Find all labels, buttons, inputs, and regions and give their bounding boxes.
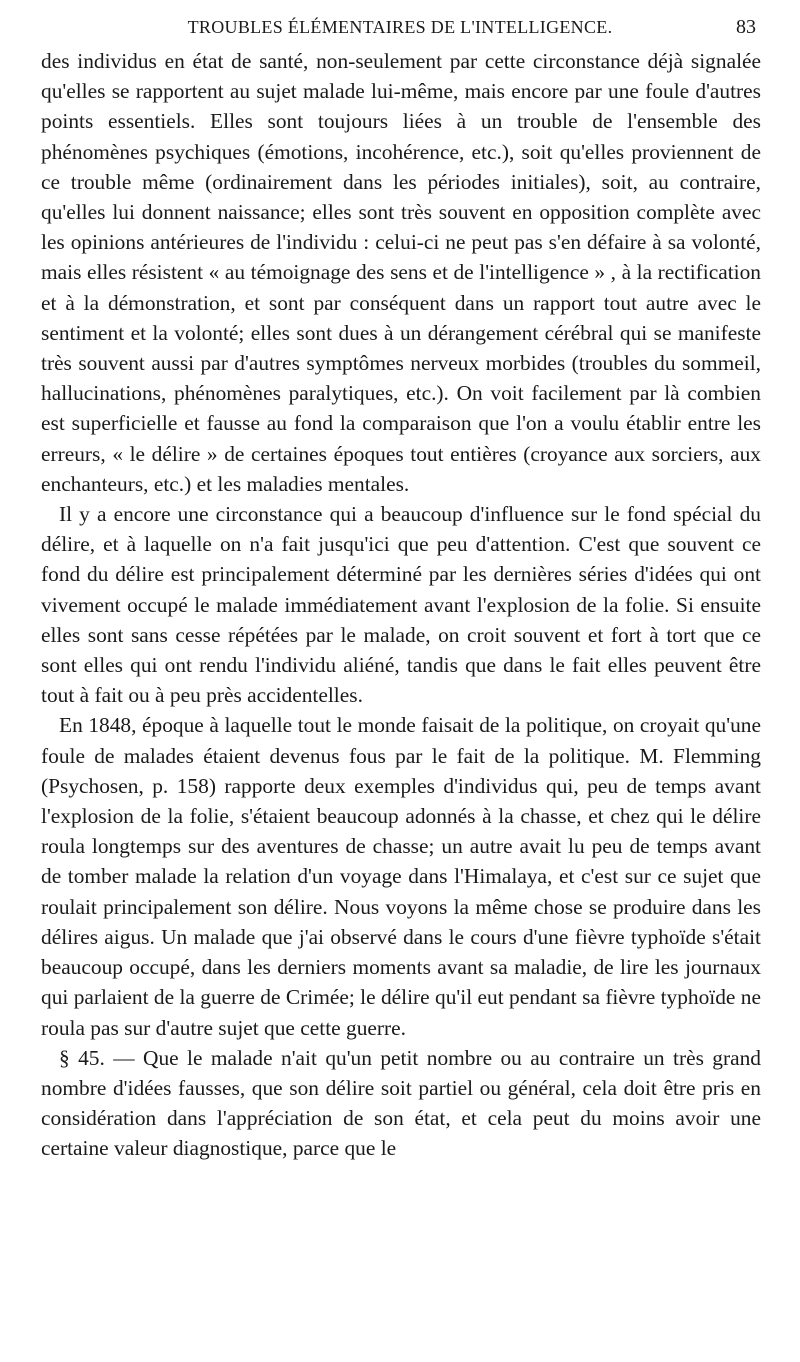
paragraph: En 1848, époque à laquelle tout le monde faisait de la politique, on croyait qu'une foule de malades étaient devenus fous par le fait de la politique. M. Flemming (Psychosen, p. 158) rapporte deux exemples d'individus qui, peu de temps avant l'explosion de la folie, s'étaient beaucoup adonnés à la chasse, et chez qui le délire roula longtemps sur des aventures de chasse; un autre avait lu peu de temps avant de tomber malade la relation d'un voyage dans l'Himalaya, et c'est sur ce sujet que roulait principalement son délire. Nous voyons la même chose se produire dans les délires aigus. Un malade que j'ai observé dans le cours d'une fièvre typhoïde s'était beaucoup occupé, dans les derniers moments avant sa maladie, de lire les journaux qui parlaient de la guerre de Crimée; le délire qu'il eut pendant sa fièvre typhoïde ne roula pas sur d'autre sujet que cette guerre. — [41, 713, 761, 1040]
body-text — [41, 46, 761, 1164]
page-number: 83 — [736, 16, 756, 38]
paragraph: des individus en état de santé, non-seulement par cette circonstance déjà signalée qu'elles se rapportent au sujet malade lui-même, mais encore par une foule d'autres points essentiels. Elles sont toujours liées à un trouble de l'ensemble des phénomènes psychiques (émotions, incohérence, etc.), soit qu'elles proviennent de ce trouble même (ordinairement dans les périodes initiales), soit, au contraire, qu'elles lui donnent naissance; elles sont très souvent en opposition complète avec les opinions antérieures de l'individu : celui-ci ne peut pas s'en défaire à sa volonté, mais elles résistent « au témoignage des sens et de l'intelligence » , à la rectification et à la démonstration, et sont par conséquent dans un rapport tout autre avec le sentiment et la volonté; elles sont dues à un dérangement cérébral qui se manifeste très souvent aussi par d'autres symptômes nerveux morbides (troubles du sommeil, hallucinations, phénomènes paralytiques, etc.). On voit facilement par là combien est superficielle et fausse au fond la comparaison que l'on a voulu établir entre les erreurs, « le délire » de certaines époques tout entières (croyance aux sorciers, aux enchanteurs, etc.) et les maladies mentales. — [41, 49, 761, 496]
running-title: TROUBLES ÉLÉMENTAIRES DE L'INTELLIGENCE. — [187, 17, 613, 37]
page-header — [0, 12, 800, 42]
paragraph: Il y a encore une circonstance qui a beaucoup d'influence sur le fond spécial du délire, et à laquelle on n'a fait jusqu'ici que peu d'attention. C'est que souvent ce fond du délire est principalement déterminé par les dernières séries d'idées qui ont vivement occupé le malade immédiatement avant l'explosion de la folie. Si ensuite elles sont sans cesse répétées par le malade, on croit souvent et fort à tort que ce sont elles qui ont rendu l'individu aliéné, tandis que dans le fait elles peuvent être tout à fait ou à peu près accidentelles. — [41, 502, 761, 708]
paragraph: § 45. — Que le malade n'ait qu'un petit nombre ou au contraire un très grand nombre d'idées fausses, que son délire soit partiel ou général, cela doit être pris en considération dans l'appréciation de son état, et cela peut du moins avoir une certaine valeur diagnostique, parce que le — [41, 1045, 761, 1161]
